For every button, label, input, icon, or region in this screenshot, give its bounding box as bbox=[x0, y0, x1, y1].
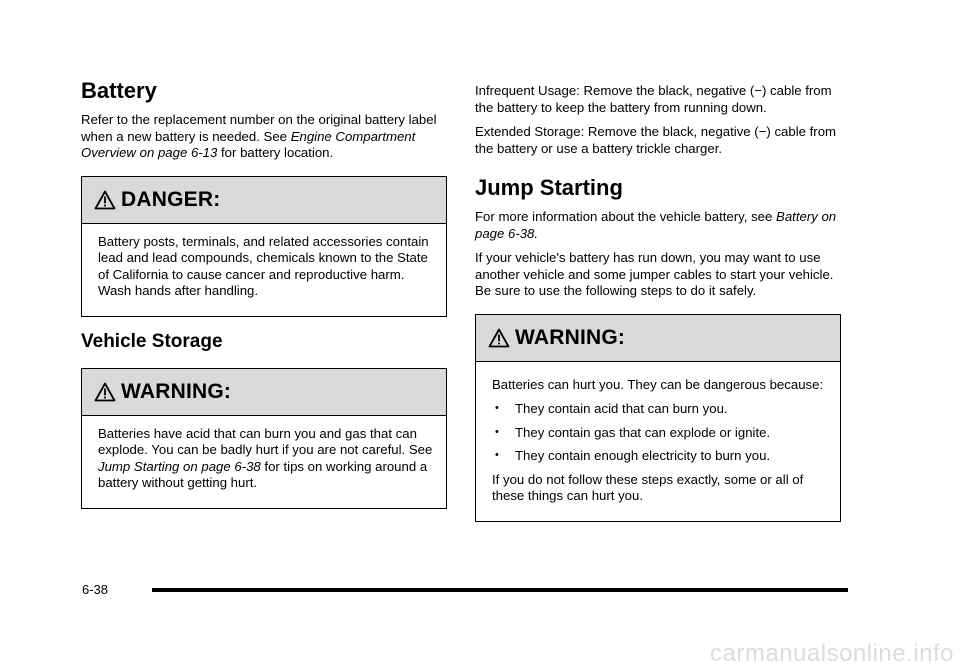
cross-reference-link[interactable]: Engine Compartment Overview on page 6-13 bbox=[81, 128, 416, 161]
jump-warning-header bbox=[476, 315, 840, 362]
danger-text: Battery posts, terminals, and related accessories contain lead and lead compounds, chemicals known to the State of California to cause cancer and reproductive harm. Wash hands after handling. bbox=[98, 233, 429, 299]
jump-intro-paragraph: If your vehicle's battery has run down, you may want to use another vehicle and some jumper cables to start your vehicle. Be sure to use the following steps to do it safely. bbox=[475, 250, 834, 299]
jump-info-paragraph bbox=[475, 209, 841, 242]
jump-warning-bullets bbox=[492, 401, 828, 465]
list-item: • They contain gas that can explode or ignite. bbox=[495, 424, 771, 440]
battery-heading: Battery bbox=[81, 78, 157, 103]
text-run: Refer to the replacement number on the original battery label when a new battery is needed. See bbox=[81, 112, 437, 144]
danger-notice bbox=[81, 176, 447, 317]
vehicle-storage-heading: Vehicle Storage bbox=[81, 330, 223, 352]
extended-storage-paragraph: Extended Storage: Remove the black, negative (−) cable from the battery or use a battery trickle charger. bbox=[475, 124, 837, 156]
danger-notice-body bbox=[82, 224, 446, 316]
warning-triangle-icon bbox=[488, 328, 510, 348]
text-run: for tips on working around a battery without getting hurt. bbox=[98, 458, 428, 491]
text-run: Batteries have acid that can burn you and gas that can explode. You can be badly hurt if you are not careful. See bbox=[98, 425, 433, 458]
danger-title: DANGER: bbox=[121, 187, 221, 211]
jump-warning-intro: Batteries can hurt you. They can be dangerous because: bbox=[492, 376, 824, 392]
left-column bbox=[81, 78, 447, 509]
bullet-icon: • bbox=[495, 425, 499, 438]
storage-warning-header bbox=[82, 369, 446, 416]
text-run: For more information about the vehicle battery, see bbox=[475, 209, 777, 225]
storage-warning-title: WARNING: bbox=[121, 379, 232, 403]
footer-rule bbox=[152, 588, 848, 592]
battery-paragraph bbox=[81, 112, 447, 162]
warning-triangle-icon bbox=[94, 382, 116, 402]
jump-warning-title: WARNING: bbox=[515, 325, 626, 349]
bullet-icon: • bbox=[495, 449, 499, 462]
jump-starting-heading: Jump Starting bbox=[475, 175, 623, 200]
jump-warning-outro: If you do not follow these steps exactly, some or all of these things can hurt you. bbox=[492, 471, 804, 504]
list-item: • They contain acid that can burn you. bbox=[495, 401, 728, 417]
warning-triangle-icon bbox=[94, 190, 116, 210]
cross-reference-link[interactable]: Battery on page 6-38. bbox=[475, 209, 837, 241]
danger-notice-header bbox=[82, 177, 446, 224]
text-run: for battery location. bbox=[217, 145, 334, 161]
jump-warning-notice bbox=[475, 314, 841, 522]
right-column bbox=[475, 78, 841, 522]
page-number: 6-38 bbox=[82, 582, 109, 597]
storage-warning-notice bbox=[81, 368, 447, 509]
storage-warning-text bbox=[98, 426, 434, 492]
bullet-icon: • bbox=[495, 402, 499, 415]
infrequent-usage-paragraph: Infrequent Usage: Remove the black, negative (−) cable from the battery to keep the battery from running down. bbox=[475, 83, 832, 115]
watermark: carmanualsonline.info bbox=[710, 640, 954, 667]
list-item: • They contain enough electricity to burn you. bbox=[495, 448, 771, 464]
jump-warning-body bbox=[476, 362, 840, 521]
cross-reference-link[interactable]: Jump Starting on page 6-38 bbox=[98, 458, 261, 474]
storage-warning-body bbox=[82, 416, 446, 508]
